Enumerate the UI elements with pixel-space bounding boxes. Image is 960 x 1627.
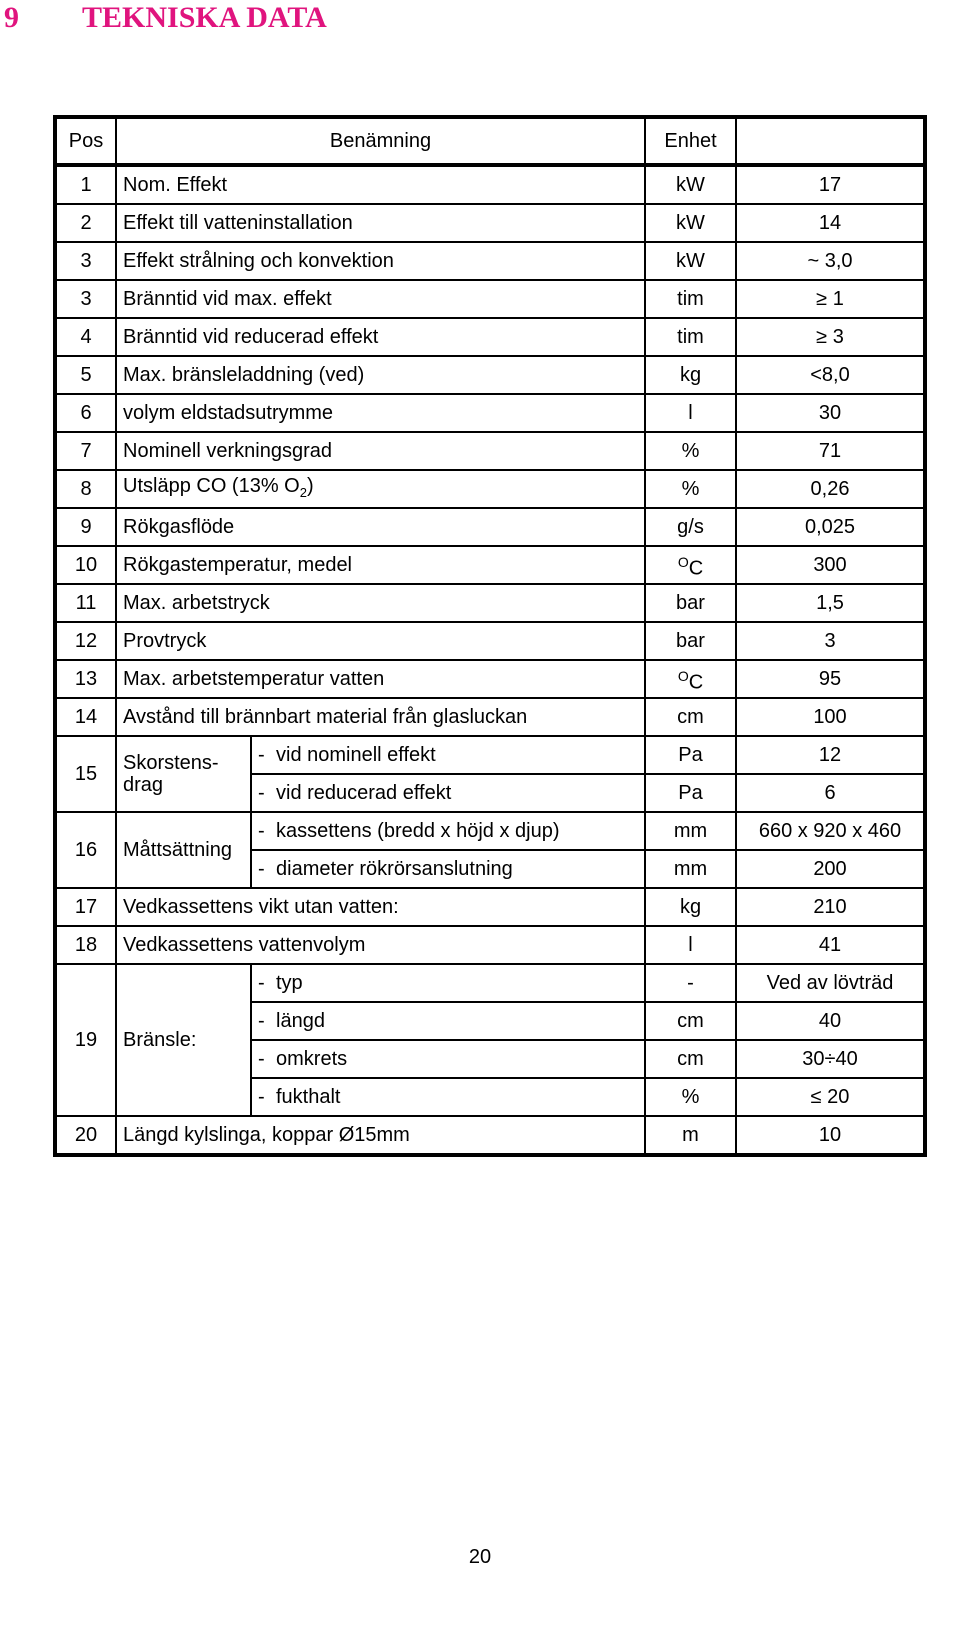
row-sub-label <box>251 774 645 812</box>
unit-base: C <box>688 671 704 694</box>
row-name-subscript: 2 <box>299 484 307 500</box>
row-value: 0,025 <box>736 508 925 546</box>
row-unit: kg <box>645 356 736 394</box>
row-value: 3 <box>736 622 925 660</box>
table-header-row <box>55 117 925 165</box>
group-label-line2: drag <box>123 774 164 796</box>
row-sub-label <box>251 1078 645 1116</box>
row-pos: 5 <box>55 356 116 394</box>
row-pos: 6 <box>55 394 116 432</box>
row-value: 100 <box>736 698 925 736</box>
row-name: Max. bränsleladdning (ved) <box>116 356 645 394</box>
dash: - <box>258 1048 265 1070</box>
row-name: Provtryck <box>116 622 645 660</box>
row-pos: 17 <box>55 888 116 926</box>
row-unit: tim <box>645 280 736 318</box>
row-pos: 7 <box>55 432 116 470</box>
row-value: 660 x 920 x 460 <box>736 812 925 850</box>
row-name: Avstånd till brännbart material från glasluckan <box>116 698 645 736</box>
row-name: Vedkassettens vikt utan vatten: <box>116 888 645 926</box>
row-pos: 14 <box>55 698 116 736</box>
row-pos: 18 <box>55 926 116 964</box>
section-number: 9 <box>4 1 19 34</box>
row-sub-label <box>251 964 645 1002</box>
row-pos: 16 <box>55 812 116 888</box>
table-row <box>55 432 925 470</box>
sub-label-text: typ <box>276 972 303 994</box>
header-unit: Enhet <box>645 117 736 165</box>
row-unit: kW <box>645 242 736 280</box>
row-value: Ved av lövträd <box>736 964 925 1002</box>
row-unit: kg <box>645 888 736 926</box>
row-value: 12 <box>736 736 925 774</box>
row-unit: - <box>645 964 736 1002</box>
row-value: 300 <box>736 546 925 584</box>
table-row <box>55 926 925 964</box>
table-row <box>55 1116 925 1155</box>
sub-label-text: längd <box>276 1010 325 1032</box>
row-value: 14 <box>736 204 925 242</box>
table-row <box>55 356 925 394</box>
row-group-label: Måttsättning <box>116 812 251 888</box>
row-value: 71 <box>736 432 925 470</box>
row-value: 30÷40 <box>736 1040 925 1078</box>
row-unit: bar <box>645 622 736 660</box>
row-value: 41 <box>736 926 925 964</box>
table-row <box>55 584 925 622</box>
section-heading <box>0 0 700 36</box>
row-unit: tim <box>645 318 736 356</box>
unit-base: C <box>688 557 704 580</box>
row-pos: 1 <box>55 165 116 204</box>
row-sub-label <box>251 850 645 888</box>
degree-superscript: O <box>677 667 689 684</box>
row-value: <8,0 <box>736 356 925 394</box>
row-name-close: ) <box>306 474 314 497</box>
dash: - <box>258 782 265 804</box>
row-pos: 11 <box>55 584 116 622</box>
row-unit: m <box>645 1116 736 1155</box>
row-value: 200 <box>736 850 925 888</box>
row-name: Max. arbetstryck <box>116 584 645 622</box>
dash: - <box>258 1010 265 1032</box>
table-row <box>55 280 925 318</box>
row-name: volym eldstadsutrymme <box>116 394 645 432</box>
table-row <box>55 964 925 1002</box>
row-name: Max. arbetstemperatur vatten <box>116 660 645 698</box>
row-value: 6 <box>736 774 925 812</box>
row-value: ≥ 1 <box>736 280 925 318</box>
row-value: 95 <box>736 660 925 698</box>
row-value: 10 <box>736 1116 925 1155</box>
row-sub-label <box>251 1040 645 1078</box>
row-unit: l <box>645 926 736 964</box>
row-unit: g/s <box>645 508 736 546</box>
row-sub-label <box>251 1002 645 1040</box>
row-name: Rökgasflöde <box>116 508 645 546</box>
technical-data-table <box>53 115 927 1157</box>
row-unit: kW <box>645 165 736 204</box>
row-pos: 13 <box>55 660 116 698</box>
sub-label-text: diameter rökrörsanslutning <box>276 858 513 880</box>
row-value: 0,26 <box>736 470 925 508</box>
sub-label-text: fukthalt <box>276 1086 341 1108</box>
row-pos: 12 <box>55 622 116 660</box>
row-unit: mm <box>645 812 736 850</box>
page-number: 20 <box>468 1546 492 1568</box>
row-pos: 3 <box>55 280 116 318</box>
row-sub-label <box>251 736 645 774</box>
dash: - <box>258 858 265 880</box>
row-pos: 20 <box>55 1116 116 1155</box>
table-row <box>55 394 925 432</box>
row-value: 1,5 <box>736 584 925 622</box>
row-pos: 3 <box>55 242 116 280</box>
table-row <box>55 318 925 356</box>
row-name-text: Utsläpp CO (13% O <box>123 474 300 497</box>
table-row <box>55 165 925 204</box>
row-pos: 4 <box>55 318 116 356</box>
row-name: Nom. Effekt <box>116 165 645 204</box>
sub-label-text: omkrets <box>276 1048 348 1070</box>
row-name: Längd kylslinga, koppar Ø15mm <box>116 1116 645 1155</box>
table-row <box>55 812 925 850</box>
table-row <box>55 736 925 774</box>
row-pos: 10 <box>55 546 116 584</box>
table-row <box>55 242 925 280</box>
header-pos: Pos <box>55 117 116 165</box>
section-title: TEKNISKA DATA <box>82 1 327 34</box>
row-value: ~ 3,0 <box>736 242 925 280</box>
row-name <box>116 470 645 508</box>
dash: - <box>258 972 265 994</box>
row-value: 210 <box>736 888 925 926</box>
degree-superscript: O <box>677 553 689 570</box>
table-row <box>55 622 925 660</box>
sub-label-text: vid reducerad effekt <box>276 782 452 804</box>
header-value <box>736 117 925 165</box>
row-unit: kW <box>645 204 736 242</box>
row-pos: 8 <box>55 470 116 508</box>
row-unit: cm <box>645 1002 736 1040</box>
row-pos: 2 <box>55 204 116 242</box>
row-unit: l <box>645 394 736 432</box>
row-unit: bar <box>645 584 736 622</box>
table-row <box>55 660 925 698</box>
dash: - <box>258 1086 265 1108</box>
row-value: ≥ 3 <box>736 318 925 356</box>
row-value: 17 <box>736 165 925 204</box>
row-unit <box>645 546 736 584</box>
row-value: 30 <box>736 394 925 432</box>
table-row <box>55 546 925 584</box>
sub-label-text: vid nominell effekt <box>276 744 436 766</box>
table-row <box>55 698 925 736</box>
row-name: Nominell verkningsgrad <box>116 432 645 470</box>
table-row <box>55 888 925 926</box>
row-group-label: Bränsle: <box>116 964 251 1116</box>
table-row <box>55 508 925 546</box>
row-unit: cm <box>645 1040 736 1078</box>
row-name: Vedkassettens vattenvolym <box>116 926 645 964</box>
table-row <box>55 204 925 242</box>
row-value: 40 <box>736 1002 925 1040</box>
dash: - <box>258 744 265 766</box>
row-name: Rökgastemperatur, medel <box>116 546 645 584</box>
group-label-line1: Skorstens- <box>123 752 219 774</box>
row-value: ≤ 20 <box>736 1078 925 1116</box>
header-name: Benämning <box>116 117 645 165</box>
row-unit: Pa <box>645 774 736 812</box>
row-pos: 19 <box>55 964 116 1116</box>
dash: - <box>258 820 265 842</box>
sub-label-text: kassettens (bredd x höjd x djup) <box>276 820 560 842</box>
row-group-label <box>116 736 251 812</box>
row-name: Effekt strålning och konvektion <box>116 242 645 280</box>
row-unit: cm <box>645 698 736 736</box>
row-name: Bränntid vid reducerad effekt <box>116 318 645 356</box>
row-unit: % <box>645 1078 736 1116</box>
row-unit: % <box>645 432 736 470</box>
row-unit: % <box>645 470 736 508</box>
row-pos: 9 <box>55 508 116 546</box>
row-unit <box>645 660 736 698</box>
row-unit: Pa <box>645 736 736 774</box>
row-unit: mm <box>645 850 736 888</box>
row-sub-label <box>251 812 645 850</box>
row-pos: 15 <box>55 736 116 812</box>
row-name: Effekt till vatteninstallation <box>116 204 645 242</box>
table-row <box>55 470 925 508</box>
row-name: Bränntid vid max. effekt <box>116 280 645 318</box>
